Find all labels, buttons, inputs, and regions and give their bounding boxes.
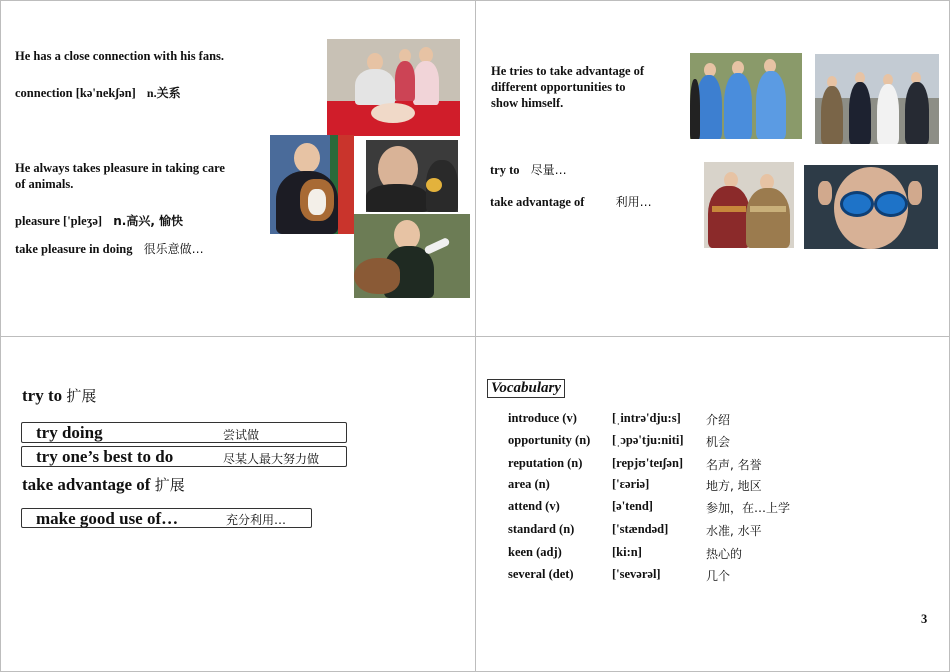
phrase-try-to-zh: 尽量… bbox=[530, 163, 567, 177]
vocab-meaning: 地方, 地区 bbox=[706, 479, 762, 493]
heading-take-advantage-en: take advantage of bbox=[22, 475, 151, 494]
sentence-pleasure-line1: He always takes pleasure in taking care bbox=[15, 161, 225, 175]
box-try-doing-zh: 尝试做 bbox=[223, 428, 260, 442]
vocab-word: opportunity (n) bbox=[508, 433, 591, 447]
box-make-good-use bbox=[21, 508, 312, 528]
sentence-advantage-line1: He tries to take advantage of bbox=[491, 64, 645, 78]
photo-ponchos bbox=[704, 162, 794, 248]
phrase-take-pleasure-zh: 很乐意做… bbox=[143, 242, 204, 256]
vocab-ipa: ['stændəd] bbox=[612, 522, 669, 536]
vocab-pleasure-meaning: n.高兴, 愉快 bbox=[113, 214, 184, 228]
sentence-connection: He has a close connection with his fans. bbox=[15, 49, 225, 63]
vocab-word: attend (v) bbox=[508, 499, 560, 513]
vocab-word: standard (n) bbox=[508, 522, 575, 536]
box-try-best-zh: 尽某人最大努力做 bbox=[223, 452, 320, 466]
page-number: 3 bbox=[921, 612, 928, 626]
vocab-meaning: 名声, 名誉 bbox=[706, 458, 762, 472]
box-try-best bbox=[21, 446, 347, 467]
phrase-take-advantage-en: take advantage of bbox=[490, 195, 585, 209]
vocab-meaning: 热心的 bbox=[706, 547, 743, 561]
vocab-ipa: [repjʊ'teɪʃən] bbox=[612, 456, 684, 470]
vocab-ipa: [ˌintrə'dju:s] bbox=[612, 411, 681, 425]
phrase-try-to-en: try to bbox=[490, 163, 520, 177]
vocab-connection-word: connection [kə'nekʃən] bbox=[15, 86, 136, 100]
vocab-ipa: [ˌɔpə'tju:niti] bbox=[612, 433, 684, 447]
vocab-connection bbox=[15, 84, 181, 101]
photo-chick bbox=[366, 140, 458, 212]
photo-deer-feeding bbox=[354, 214, 470, 298]
vocab-meaning: 水准, 水平 bbox=[706, 524, 762, 538]
vocab-word: introduce (v) bbox=[508, 411, 577, 425]
heading-try-to-extension bbox=[22, 385, 96, 406]
box-try-best-en: try one’s best to do bbox=[36, 447, 174, 466]
heading-take-advantage-extension bbox=[22, 474, 185, 495]
photo-walking-group bbox=[815, 54, 939, 144]
sentence-pleasure-line2: of animals. bbox=[15, 177, 74, 191]
vocab-ipa: ['ɛəriə] bbox=[612, 477, 650, 491]
vocab-word: several (det) bbox=[508, 567, 574, 581]
photo-fans-event bbox=[327, 39, 460, 136]
vocab-meaning: 机会 bbox=[706, 435, 731, 449]
vocab-ipa: ['sevərəl] bbox=[612, 567, 661, 581]
heading-take-advantage-zh: 扩展 bbox=[154, 476, 185, 494]
vocab-ipa: [ki:n] bbox=[612, 545, 642, 559]
vocab-word: keen (adj) bbox=[508, 545, 562, 559]
photo-dog bbox=[270, 135, 354, 234]
vocab-word: reputation (n) bbox=[508, 456, 583, 470]
phrase-try-to bbox=[490, 161, 567, 178]
heading-try-to-en: try to bbox=[22, 386, 63, 405]
vocabulary-title: Vocabulary bbox=[487, 379, 565, 398]
vocab-meaning: 介绍 bbox=[706, 413, 731, 427]
box-make-good-use-en: make good use of… bbox=[36, 509, 179, 528]
vocab-ipa: [ə'tend] bbox=[612, 499, 653, 513]
phrase-take-pleasure bbox=[15, 240, 204, 257]
vocab-connection-meaning: n.关系 bbox=[146, 86, 181, 100]
vocab-word: area (n) bbox=[508, 477, 550, 491]
vocab-meaning: 几个 bbox=[706, 569, 731, 583]
sentence-advantage-line2: different opportunities to bbox=[491, 80, 626, 94]
sentence-advantage-line3: show himself. bbox=[491, 96, 564, 110]
box-try-doing bbox=[21, 422, 347, 443]
heading-try-to-zh: 扩展 bbox=[66, 387, 97, 405]
vocab-pleasure-word: pleasure ['pleʒə] bbox=[15, 214, 103, 228]
box-try-doing-en: try doing bbox=[36, 423, 103, 442]
vocab-pleasure bbox=[15, 212, 183, 229]
vocab-meaning: 参加，在…上学 bbox=[706, 501, 791, 515]
phrase-take-advantage-zh: 利用… bbox=[615, 195, 652, 209]
phrase-take-advantage bbox=[490, 193, 652, 210]
box-make-good-use-zh: 充分利用… bbox=[226, 513, 287, 527]
photo-blue-robes bbox=[690, 53, 802, 139]
photo-blue-sunglasses bbox=[804, 165, 938, 249]
phrase-take-pleasure-en: take pleasure in doing bbox=[15, 242, 133, 256]
